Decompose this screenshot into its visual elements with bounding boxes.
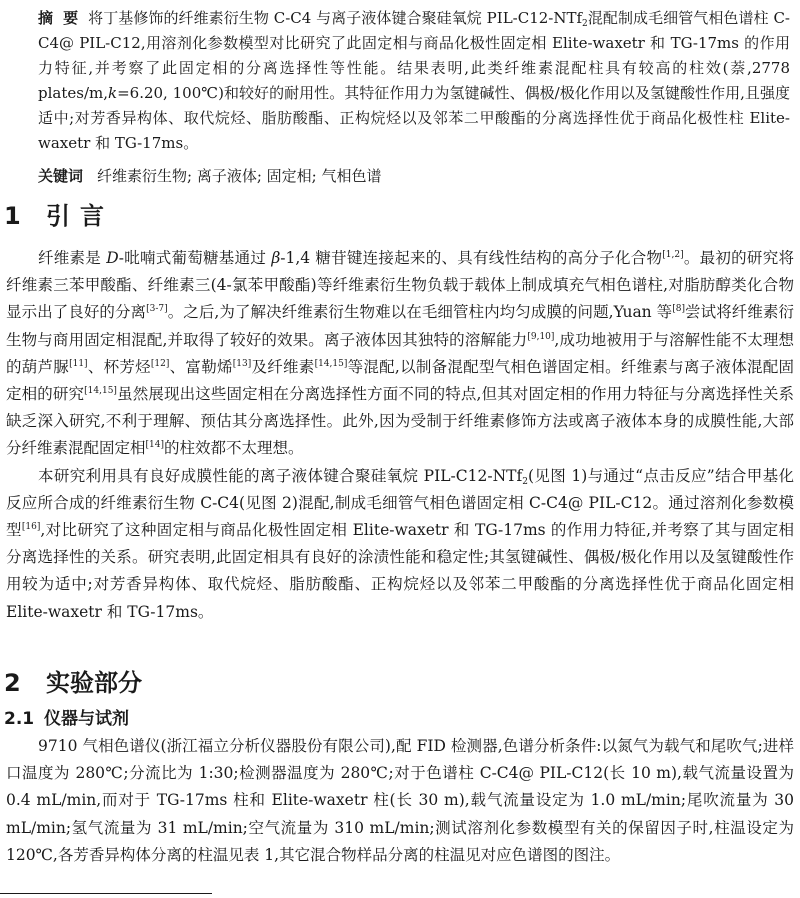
section-1-title: 引言 (46, 202, 114, 230)
citation-ref: [14,15] (314, 358, 348, 369)
text-run: 及纤维素 (251, 357, 315, 376)
text-run: ,成功地被用于与溶解性能不太理想的葫芦脲 (6, 330, 794, 376)
beta-symbol: β (271, 249, 281, 267)
citation-ref: [14,15] (84, 386, 117, 397)
text-run: ,对比研究了这种固定相与商品化极性固定相 Elite-waxetr 和 TG-17ms 的作用力特征,并考察了其与固定相分离选择性的关系。研究表明,此固定相具有良好的涂渍性能和稳定性;其氢键碱性、偶极/极化作用以及氢键酸性作用较为适中;对芳香异构体、取代烷烃、脂肪酸酯、正构烷烃以及邻苯二甲酸酯的分离选择性优于商品化固定相 Elite-waxetr 和 TG-17ms。 (6, 521, 794, 621)
text-run: 尝试将纤维素衍生物与商用固定相混配,并取得了较好的效果。离子液体因其独特的溶解能力 (6, 303, 794, 349)
citation-ref: [1,2] (662, 250, 684, 260)
subsection-2-1-heading (4, 707, 129, 731)
subscript-2: 2 (582, 19, 588, 29)
keywords-text: 纤维素衍生物; 离子液体; 固定相; 气相色谱 (97, 167, 382, 185)
subsection-2-1-body (6, 733, 794, 869)
text-run: -吡喃式葡萄糖基通过 (118, 249, 272, 267)
section-1-body (6, 245, 794, 626)
keywords-line (38, 164, 790, 189)
abstract-text-1: 将丁基修饰的纤维素衍生物 C-C4 与离子液体键合聚硅氧烷 PIL-C12-NTf (88, 9, 583, 27)
d-symbol: D (106, 249, 119, 267)
text-run: 纤维素是 (38, 249, 107, 267)
abstract-text-3: =6.20, 100℃)和较好的耐用性。其特征作用力为氢键碱性、偶极/极化作用以及氢键酸性作用,且强度适中;对芳香异构体、取代烷烃、脂肪酸酯、正构烷烃以及邻苯二甲酸酯的分离选择性优于商品化极性柱 Elite-waxetr 和 TG-17ms。 (38, 84, 790, 152)
text-run: 、杯芳烃 (87, 357, 151, 376)
text-run: -1,4 糖苷键连接起来的、具有线性结构的高分子化合物 (280, 249, 663, 267)
subsection-2-1-number: 2.1 (4, 709, 35, 729)
subsection-2-1-title: 仪器与试剂 (44, 709, 129, 729)
section-1-number: 1 (4, 202, 21, 230)
text-run: 。之后,为了解决纤维素衍生物难以在毛细管柱内均匀成膜的问题,Yuan 等 (167, 303, 673, 322)
citation-ref: [9,10] (527, 331, 555, 342)
text-run: 虽然展现出这些固定相在分离选择性方面不同的特点,但其对固定相的作用力特征与分离选择性关系缺乏深入研究,不利于理解、预估其分离选择性。此外,因为受制于纤维素修饰方法或离子液体本身的成膜性能,大部分纤维素混配固定相 (6, 385, 794, 458)
section-2-heading (4, 668, 142, 698)
k-symbol: k (108, 84, 118, 102)
citation-ref: [12] (150, 358, 170, 369)
text-run: 等混配,以制备混配型气相色谱固定相。纤维素与离子液体混配固定相的研究 (6, 357, 794, 404)
keywords-label: 关键词 (38, 167, 84, 185)
text-run: 本研究利用具有良好成膜性能的离子液体键合聚硅氧烷 PIL-C12-NTf (38, 466, 523, 485)
citation-ref: [11] (69, 358, 88, 369)
instrument-paragraph: 9710 气相色谱仪(浙江福立分析仪器股份有限公司),配 FID 检测器,色谱分析条件:以氮气为载气和尾吹气;进样口温度为 280℃;分流比为 1:30;检测器温度为 280℃;对于色谱柱 C-C4@ PIL-C12(长 10 m),载气流量设置为 0.4 mL/min,而对于 TG-17ms 柱和 Elite-waxetr 柱(长 30 m),载气流量设定为 1.0 mL/min;尾吹流量为 30 mL/min;氢气流量为 31 mL/min;空气流量为 310 mL/min;测试溶剂化参数模型有关的保留因子时,柱温设定为 120℃,各芳香异构体分离的柱温见表 1,其它混合物样品分离的柱温见对应色谱图的图注。 (6, 737, 794, 864)
section-1-heading (4, 201, 114, 231)
citation-ref: [14] (145, 440, 164, 451)
abstract-block (38, 6, 790, 156)
text-run: 、富勒烯 (169, 357, 233, 376)
intro-paragraph-1 (6, 245, 794, 463)
abstract-label: 摘要 (38, 9, 89, 27)
citation-ref: [8] (672, 304, 685, 315)
text-run: (见图 1)与通过“点击反应”结合甲基化反应所合成的纤维素衍生物 C-C4(见图 2)混配,制成毛细管气相色谱固定相 C-C4@ PIL-C12。通过溶剂化参数模型 (6, 466, 794, 540)
citation-ref: [16] (21, 522, 41, 533)
footer-rule (0, 893, 212, 894)
abstract-text-2: 混配制成毛细管气相色谱柱 C-C4@ PIL-C12,用溶剂化参数模型对比研究了此固定相与商品化极性固定相 Elite-waxetr 和 TG-17ms 的作用力特征,并考察了此固定相的分离选择性等性能。结果表明,此类纤维素混配柱具有较高的柱效(萘,2778 plates/m, (38, 9, 790, 102)
text-run: 的柱效都不太理想。 (164, 439, 304, 458)
keywords-block (38, 164, 790, 189)
abstract-paragraph (38, 6, 790, 156)
intro-paragraph-2 (6, 463, 794, 626)
citation-ref: [3-7] (146, 304, 168, 315)
section-2-title: 实验部分 (46, 669, 142, 697)
citation-ref: [13] (232, 358, 252, 369)
section-2-number: 2 (4, 669, 21, 697)
subscript-2: 2 (522, 476, 528, 487)
text-run: 。最初的研究将纤维素三苯甲酸酯、纤维素三(4-氯苯甲酸酯)等纤维素衍生物负载于载体上制成填充气相色谱柱,对脂肪醇类化合物显示出了良好的分离 (6, 249, 794, 322)
